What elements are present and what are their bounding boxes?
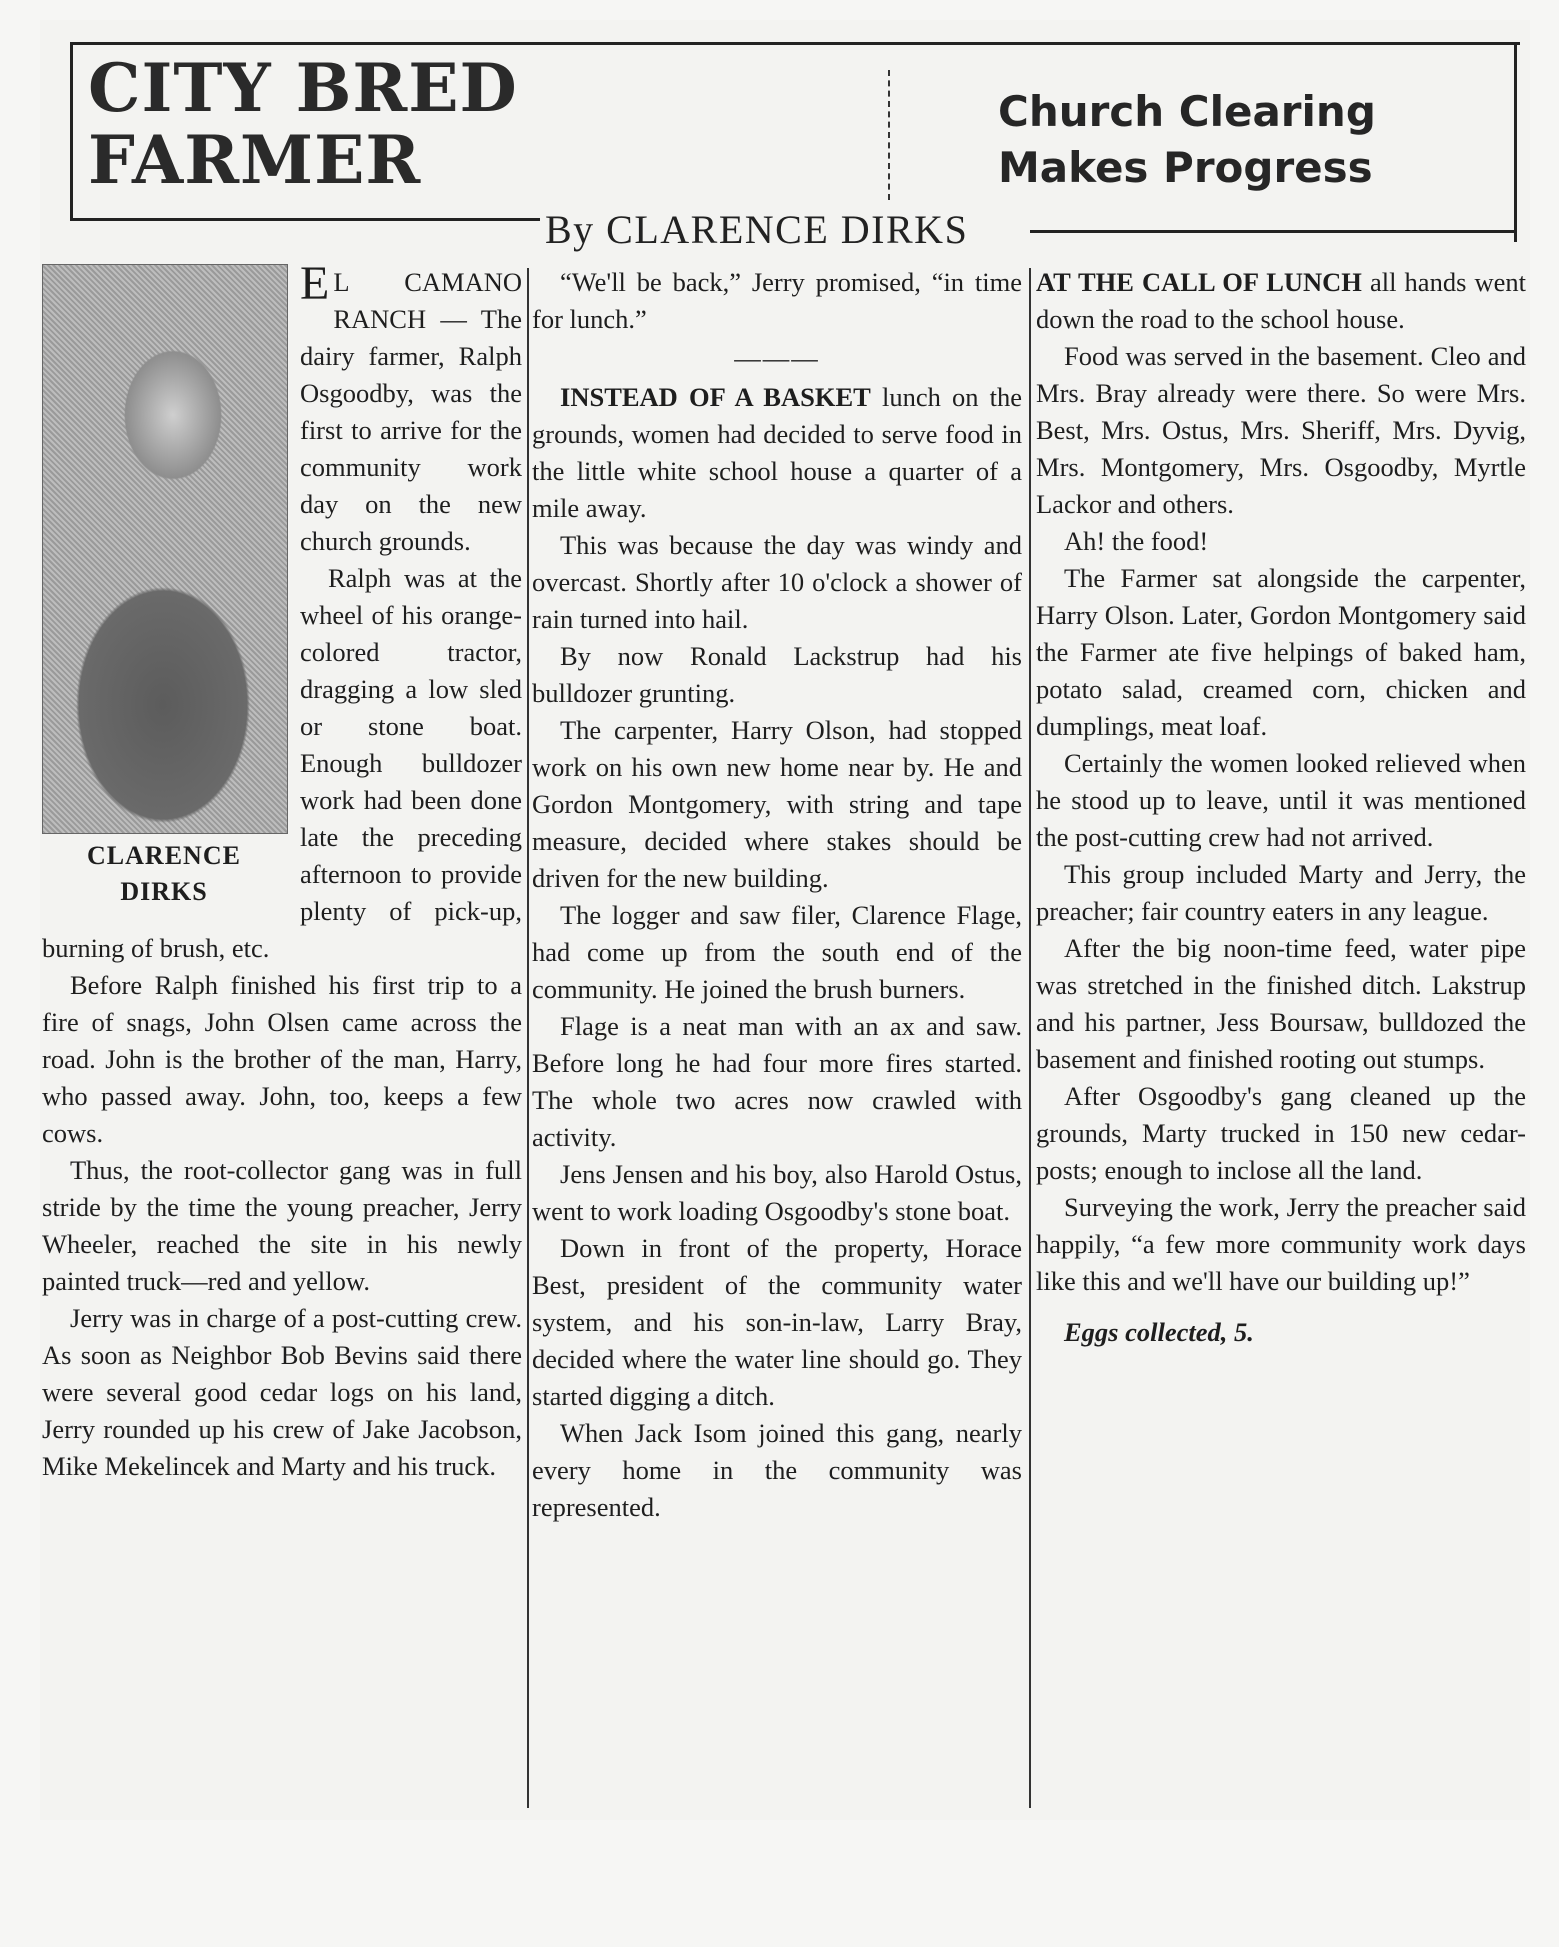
byline: By CLARENCE DIRKS <box>545 207 969 252</box>
header-divider <box>888 70 890 200</box>
column-rule-1 <box>527 268 529 1808</box>
subhead: INSTEAD OF A BASKET <box>560 382 871 412</box>
section-separator: ——— <box>734 343 820 373</box>
header-rule-left <box>70 42 73 218</box>
column-title: CITY BRED FARMER <box>88 49 518 199</box>
paragraph: Food was served in the basement. Cleo and Mrs. Bray already were there. So were Mrs. Best, Mrs. Ostus, Mrs. Sheriff, Mrs. Dyvig, Mrs. Montgomery, Mrs. Osgoodby, Myrtle Lackor and others. <box>1036 341 1526 519</box>
byline-rule-left <box>70 218 540 221</box>
header-rule-right <box>1514 42 1517 242</box>
article-column-3 <box>1036 264 1526 1351</box>
paragraph: Certainly the women looked relieved when he stood up to leave, until it was mentioned the post-cutting crew had not arrived. <box>1036 748 1526 852</box>
paragraph: Flage is a neat man with an ax and saw. Before long he had four more fires started. The whole two acres now crawled with activity. <box>532 1011 1022 1152</box>
paragraph: The Farmer sat alongside the carpenter, Harry Olson. Later, Gordon Montgomery said the Farmer ate five helpings of baked ham, potato salad, creamed corn, chicken and dumplings, meat loaf. <box>1036 563 1526 741</box>
paragraph: Ah! the food! <box>1064 526 1209 556</box>
byline-rule-right <box>1030 230 1514 233</box>
paragraph: This was because the day was windy and overcast. Shortly after 10 o'clock a shower of rain turned into hail. <box>532 530 1022 634</box>
column-rule-2 <box>1029 268 1031 1808</box>
article-column-1 <box>42 257 522 1485</box>
portrait-image <box>42 264 288 834</box>
paragraph: Ralph was at the wheel of his orange-colored tractor, dragging a low sled or stone boat. Enough bulldozer work had been done late the preceding afternoon to provide plenty of pick-up, burning of brush, etc. <box>42 563 522 963</box>
paragraph: Jerry was in charge of a post-cutting crew. As soon as Neighbor Bob Bevins said there were several good cedar logs on his land, Jerry rounded up his crew of Jake Jacobson, Mike Mekelincek and Marty and his truck. <box>42 1303 522 1481</box>
paragraph: When Jack Isom joined this gang, nearly every home in the community was represented. <box>532 1418 1022 1522</box>
paragraph: This group included Marty and Jerry, the preacher; fair country eaters in any league. <box>1036 859 1526 926</box>
paragraph: After Osgoodby's gang cleaned up the grounds, Marty trucked in 150 new cedar-posts; enough to inclose all the land. <box>1036 1081 1526 1185</box>
paragraph: E L CAMANO RANCH — The dairy farmer, Ralph Osgoodby, was the first to arrive for the community work day on the new church grounds. <box>300 257 522 556</box>
paragraph: AT THE CALL OF LUNCH all hands went down the road to the school house. <box>1036 267 1526 334</box>
headline: Church Clearing Makes Progress <box>998 87 1376 192</box>
photo-caption: CLARENCE DIRKS <box>87 841 241 906</box>
author-photo <box>42 264 286 910</box>
paragraph: Down in front of the property, Horace Best, president of the community water system, and his son-in-law, Larry Bray, decided where the water line should go. They started digging a ditch. <box>532 1233 1022 1411</box>
sign-off: Eggs collected, 5. <box>1064 1317 1254 1347</box>
paragraph: After the big noon-time feed, water pipe was stretched in the finished ditch. Lakstrup and his partner, Jess Boursaw, bulldozed the basement and finished rooting out stumps. <box>1036 933 1526 1074</box>
subhead: AT THE CALL OF LUNCH <box>1036 267 1362 297</box>
paragraph: By now Ronald Lackstrup had his bulldozer grunting. <box>532 641 1022 708</box>
drop-cap: E <box>300 257 330 310</box>
paragraph: Jens Jensen and his boy, also Harold Ostus, went to work loading Osgoodby's stone boat. <box>532 1159 1022 1226</box>
paragraph: Surveying the work, Jerry the preacher said happily, “a few more community work days like this and we'll have our building up!” <box>1036 1192 1526 1296</box>
paragraph: Thus, the root-collector gang was in full stride by the time the young preacher, Jerry Wheeler, reached the site in his newly painted truck—red and yellow. <box>42 1155 522 1296</box>
paragraph: Before Ralph finished his first trip to a fire of snags, John Olsen came across the road. John is the brother of the man, Harry, who passed away. John, too, keeps a few cows. <box>42 970 522 1148</box>
paragraph: The carpenter, Harry Olson, had stopped work on his own new home near by. He and Gordon Montgomery, with string and tape measure, decided where stakes should be driven for the new building. <box>532 715 1022 893</box>
paragraph: “We'll be back,” Jerry promised, “in time for lunch.” <box>532 267 1022 334</box>
paragraph: The logger and saw filer, Clarence Flage, had come up from the south end of the community. He joined the brush burners. <box>532 900 1022 1004</box>
header-rule-top <box>70 42 1520 45</box>
paragraph: INSTEAD OF A BASKET lunch on the grounds, women had decided to serve food in the little white school house a quarter of a mile away. <box>532 382 1023 523</box>
article-column-2 <box>532 264 1022 1526</box>
